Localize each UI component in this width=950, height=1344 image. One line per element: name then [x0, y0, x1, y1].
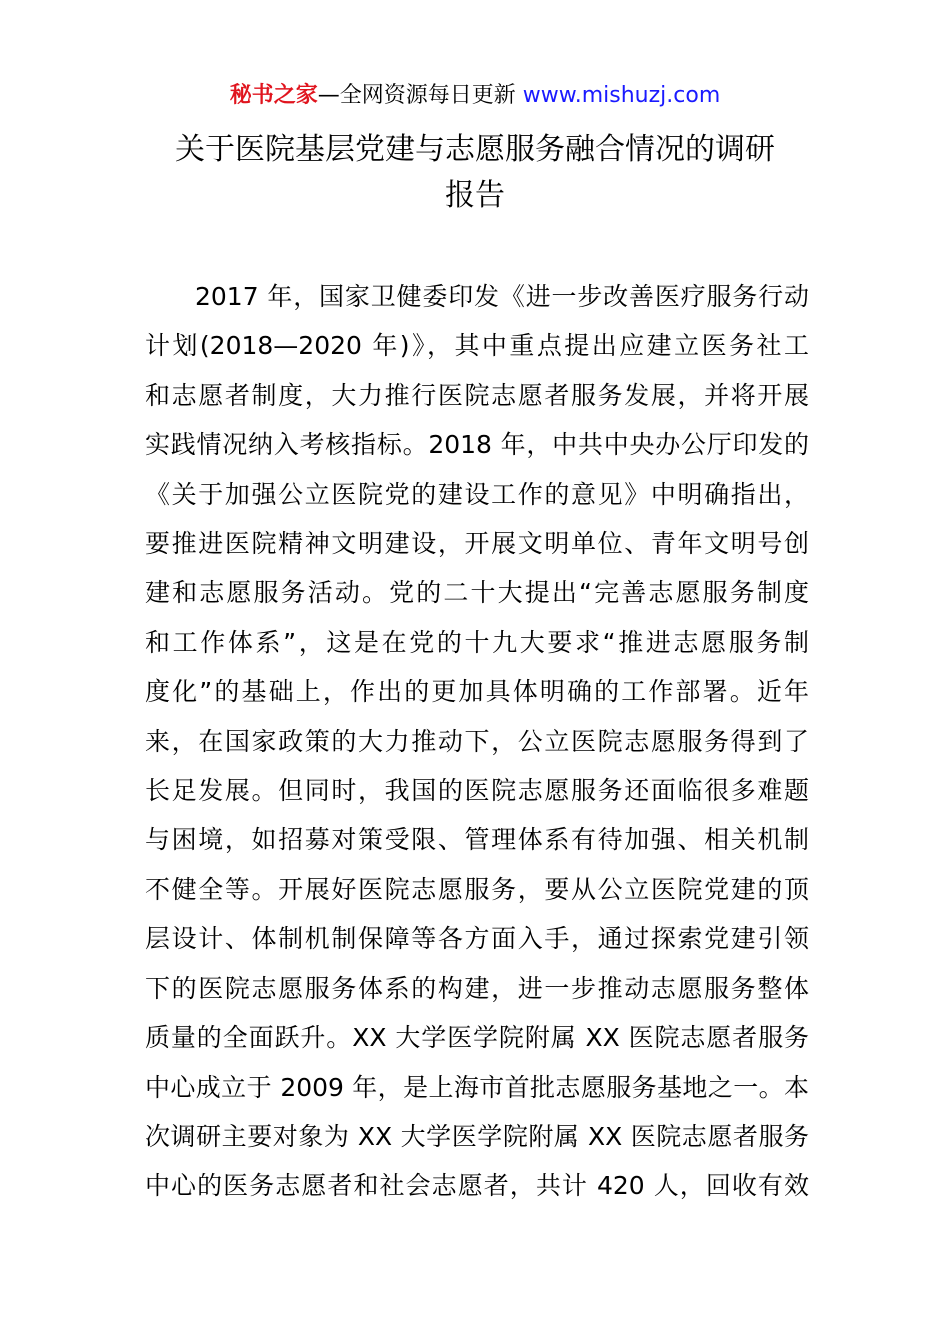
paragraph-line: 次调研主要对象为 XX 大学医学院附属 XX 医院志愿者服务 — [145, 1121, 809, 1151]
paragraph-line: 《关于加强公立医院党的建设工作的意见》中明确指出， — [145, 479, 809, 509]
paragraph-line: 度化”的基础上，作出的更加具体明确的工作部署。近年 — [145, 677, 809, 707]
paragraph-line: 要推进医院精神文明建设，开展文明单位、青年文明号创 — [145, 529, 809, 559]
site-tagline: —全网资源每日更新 — [317, 83, 523, 108]
document-title — [130, 127, 820, 219]
document-title-line: 关于医院基层党建与志愿服务融合情况的调研 — [175, 132, 775, 167]
paragraph-line: 来，在国家政策的大力推动下，公立医院志愿服务得到了 — [145, 726, 809, 756]
site-url-link[interactable]: www.mishuzj.com — [522, 83, 721, 108]
paragraph-line: 与困境，如招募对策受限、管理体系有待加强、相关机制 — [145, 825, 809, 855]
paragraph-line: 2017 年，国家卫健委印发《进一步改善医疗服务行动 — [195, 282, 809, 311]
paragraph-line: 实践情况纳入考核指标。2018 年，中共中央办公厅印发的 — [145, 430, 809, 460]
paragraph-line: 和工作体系”，这是在党的十九大要求“推进志愿服务制 — [145, 627, 809, 657]
paragraph-line: 下的医院志愿服务体系的构建，进一步推动志愿服务整体 — [145, 973, 809, 1003]
paragraph-line: 建和志愿服务活动。党的二十大提出“完善志愿服务制度 — [145, 578, 809, 608]
paragraph-line: 计划(2018—2020 年)》，其中重点提出应建立医务社工 — [145, 331, 809, 361]
paragraph-line: 长足发展。但同时，我国的医院志愿服务还面临很多难题 — [145, 776, 809, 806]
paragraph-line: 中心的医务志愿者和社会志愿者，共计 420 人，回收有效 — [145, 1171, 809, 1201]
paragraph-line: 质量的全面跃升。XX 大学医学院附属 XX 医院志愿者服务 — [145, 1023, 809, 1053]
paragraph-line: 层设计、体制机制保障等各方面入手，通过探索党建引领 — [145, 924, 809, 954]
site-header — [0, 80, 950, 112]
document-title-line: 报告 — [445, 178, 505, 213]
paragraph-line: 和志愿者制度，大力推行医院志愿者服务发展，并将开展 — [145, 380, 809, 410]
body-paragraph — [145, 272, 809, 1211]
paragraph-line: 中心成立于 2009 年，是上海市首批志愿服务基地之一。本 — [145, 1072, 809, 1102]
site-brand: 秘书之家 — [229, 83, 318, 108]
paragraph-line: 不健全等。开展好医院志愿服务，要从公立医院党建的顶 — [145, 874, 809, 904]
